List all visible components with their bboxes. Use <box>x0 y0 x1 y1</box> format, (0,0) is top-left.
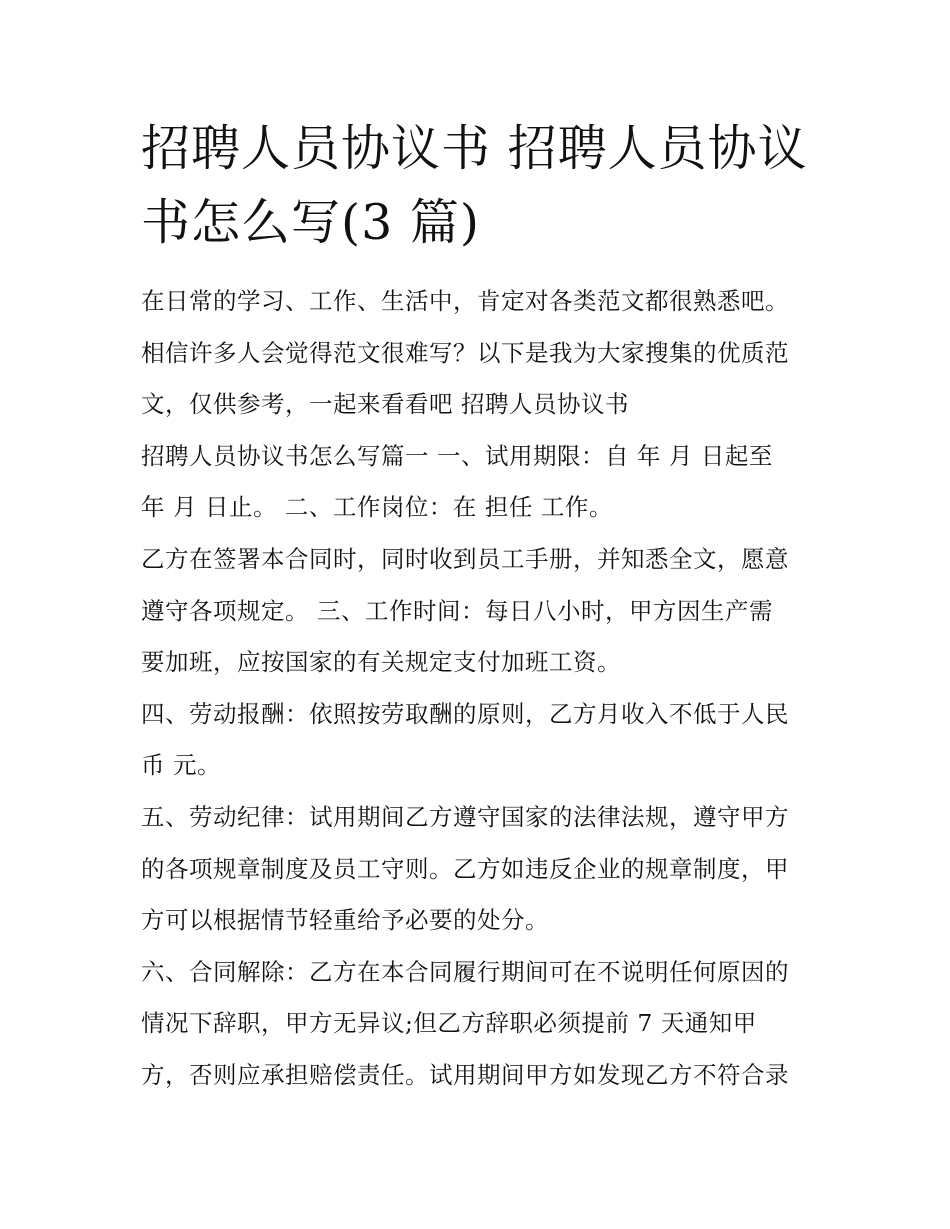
body-line: 相信许多人会觉得范文很难写？以下是我为大家搜集的优质范 <box>141 338 789 367</box>
body-line: 文，仅供参考，一起来看看吧 招聘人员协议书 <box>141 390 629 419</box>
body-line: 遵守各项规定。 三、工作时间：每日八小时，甲方因生产需 <box>141 596 773 625</box>
body-line: 要加班，应按国家的有关规定支付加班工资。 <box>141 648 621 677</box>
body-line: 招聘人员协议书怎么写篇一 一、试用期限：自 年 月 日起至 <box>141 441 773 470</box>
title-line: 书怎么写(3 篇) <box>141 194 480 251</box>
body-line: 币 元。 <box>141 751 221 780</box>
body-line: 乙方在签署本合同时，同时收到员工手册，并知悉全文，愿意 <box>141 544 789 573</box>
body-line: 方，否则应承担赔偿责任。试用期间甲方如发现乙方不符合录 <box>141 1060 789 1089</box>
document-title <box>141 112 821 260</box>
body-line: 在日常的学习、工作、生活中，肯定对各类范文都很熟悉吧。 <box>141 287 789 315</box>
body-line: 的各项规章制度及员工守则。乙方如违反企业的规章制度，甲 <box>141 854 789 883</box>
body-line: 年 月 日止。 二、工作岗位：在 担任 工作。 <box>141 493 613 522</box>
title-line: 招聘人员协议书 招聘人员协议 <box>141 120 808 177</box>
body-line: 六、合同解除：乙方在本合同履行期间可在不说明任何原因的 <box>141 957 789 986</box>
body-line: 方可以根据情节轻重给予必要的处分。 <box>141 906 549 935</box>
body-line: 五、劳动纪律：试用期间乙方遵守国家的法律法规，遵守甲方 <box>141 802 789 831</box>
body-line: 情况下辞职，甲方无异议;但乙方辞职必须提前 7 天通知甲 <box>141 1009 757 1038</box>
document-body <box>141 279 821 1105</box>
body-line: 四、劳动报酬：依照按劳取酬的原则，乙方月收入不低于人民 <box>141 699 789 728</box>
